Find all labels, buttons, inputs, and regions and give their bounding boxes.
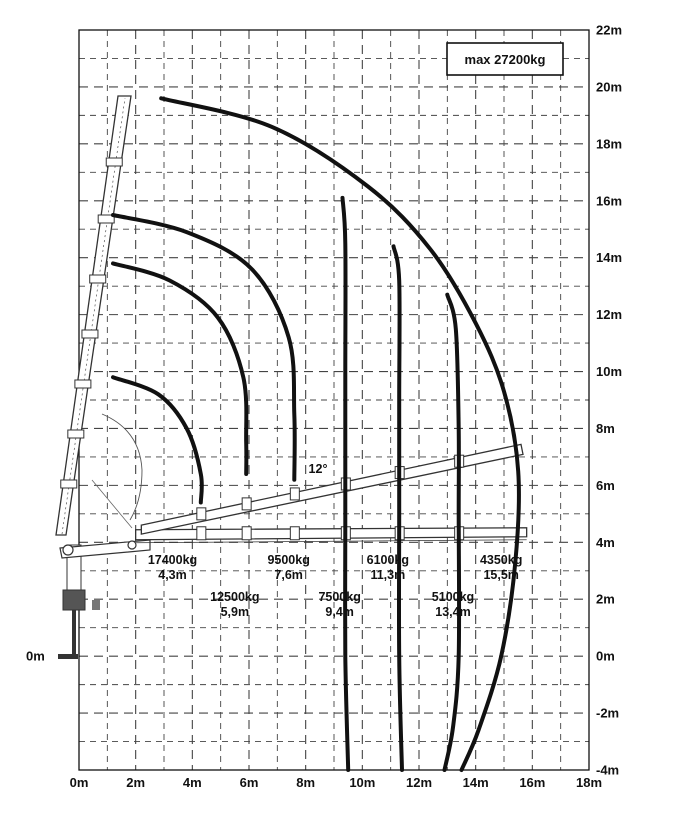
- x-tick-label: 6m: [239, 775, 259, 790]
- capacity-reach-label: 5,9m: [220, 605, 250, 619]
- horizontal-boom-joint: [290, 527, 299, 540]
- horizontal-boom-lower-edge: [136, 540, 527, 543]
- y-tick-label-right: 18m: [596, 136, 623, 152]
- y-tick-label-right: 6m: [596, 477, 615, 493]
- capacity-reach-label: 11,3m: [370, 568, 406, 582]
- boom-section-joint: [61, 480, 77, 488]
- y-tick-label-right: 2m: [596, 591, 615, 607]
- load-curve-4350kg: [161, 98, 519, 770]
- y-tick-label-right: 12m: [596, 307, 623, 323]
- capacity-weight-label: 5100kg: [431, 590, 475, 604]
- capacity-weight-label: 7500kg: [318, 590, 361, 604]
- capacity-weight-label: 12500kg: [210, 590, 260, 604]
- boom-section-joint: [106, 158, 122, 166]
- knuckle-pivot: [63, 545, 73, 555]
- x-tick-label: 8m: [296, 775, 316, 790]
- y-tick-label-right: 8m: [596, 420, 615, 436]
- x-tick-label: 0m: [69, 775, 89, 790]
- inclined-boom-joint: [197, 508, 206, 520]
- load-curve-6100kg: [394, 246, 403, 770]
- y-tick-label-right: -2m: [596, 705, 620, 721]
- capacity-weight-label: 9500kg: [267, 553, 310, 567]
- y-tick-label-right: 22m: [596, 22, 623, 38]
- capacity-reach-label: 15,5m: [483, 568, 519, 582]
- capacity-reach-label: 4,3m: [158, 568, 187, 582]
- capacity-reach-label: 13,4m: [435, 605, 471, 619]
- max-capacity-label: max 27200kg: [464, 52, 546, 67]
- load-curve-9500kg: [113, 215, 295, 480]
- x-tick-label: 2m: [126, 775, 146, 790]
- boom-section-joint: [90, 275, 106, 283]
- capacity-reach-label: 7,6m: [274, 568, 303, 582]
- capacity-weight-label: 6100kg: [366, 553, 410, 567]
- load-curve-17400kg: [113, 377, 202, 502]
- y-tick-label-right: 14m: [596, 250, 623, 266]
- horizontal-boom: [136, 528, 527, 540]
- boom-section-joint: [75, 380, 91, 388]
- capacity-labels: [148, 553, 523, 619]
- crane-control-box: [92, 600, 100, 610]
- y-tick-label-right: 20m: [596, 79, 623, 95]
- knuckle-pivot: [128, 541, 136, 549]
- crane-foot: [58, 654, 78, 659]
- capacity-weight-label: 4350kg: [479, 553, 523, 567]
- y-tick-label-right: 4m: [596, 534, 615, 550]
- boom-section-joint: [82, 330, 98, 338]
- y-tick-label-left: 0m: [26, 648, 45, 664]
- load-curves: [113, 98, 519, 770]
- max-capacity-box: [447, 43, 563, 75]
- inclined-boom-joint: [290, 488, 299, 500]
- horizontal-boom-joint: [242, 527, 251, 540]
- y-tick-label-right: 0m: [596, 648, 615, 664]
- x-tick-label: 4m: [182, 775, 202, 790]
- crane-base-block: [63, 590, 85, 610]
- capacity-reach-label: 9,4m: [325, 605, 354, 619]
- y-tick-label-right: -4m: [596, 762, 620, 778]
- capacity-weight-label: 17400kg: [147, 553, 198, 567]
- x-tick-label: 12m: [405, 775, 433, 790]
- horizontal-boom-joint: [197, 527, 206, 540]
- boom-angle-label: 12°: [308, 462, 328, 476]
- x-tick-label: 18m: [575, 775, 603, 790]
- boom-section-joint: [68, 430, 84, 438]
- x-tick-label: 16m: [519, 775, 546, 790]
- x-tick-label: 10m: [349, 775, 376, 790]
- grid: [79, 30, 589, 770]
- inclined-boom-joint: [242, 498, 251, 510]
- arm-swing-line: [92, 480, 132, 528]
- y-tick-label-right: 16m: [596, 193, 623, 209]
- load-curve-12500kg: [113, 263, 246, 474]
- y-tick-label-right: 10m: [596, 364, 623, 380]
- x-tick-label: 14m: [462, 775, 489, 790]
